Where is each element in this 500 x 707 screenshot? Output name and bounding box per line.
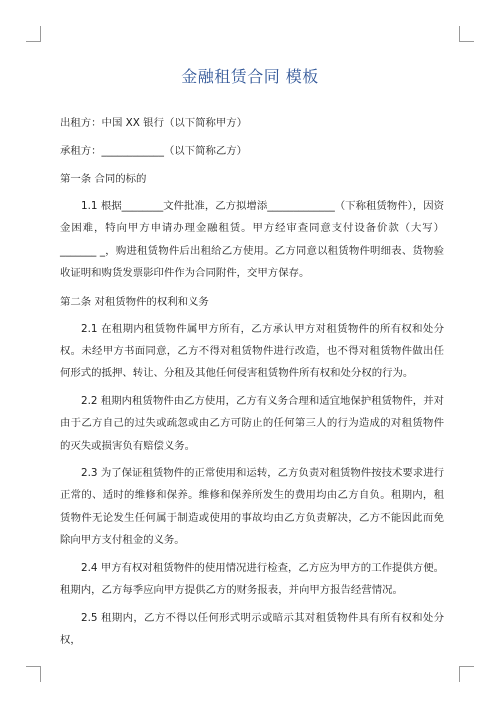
clause-2-4: 2.4 甲方有权对租赁物件的使用情况进行检查，乙方应为甲方的工作提供方便。租期内，乙方每季应向甲方提供乙方的财务报表，并向甲方报告经营情况。: [60, 561, 444, 597]
crop-mark: [40, 666, 41, 682]
crop-mark: [26, 666, 41, 667]
article-1-heading: 第一条 合同的标的: [60, 173, 147, 185]
clause-2-1: 2.1 在租期内租赁物件属甲方所有，乙方承认甲方对租赁物件的所有权和处分权。未经甲方书面同意，乙方不得对租赁物件进行改造，也不得对租赁物件做出任何形式的抵押、转让、分租及其他任何侵害租赁物件所有权和处分权的行为。: [60, 322, 444, 380]
crop-mark: [459, 41, 474, 42]
clause-2-3: 2.3 为了保证租赁物件的正常使用和运转，乙方负责对租赁物件按技术要求进行正常的、适时的维修和保养。维修和保养所发生的费用均由乙方自负。租期内，租赁物件无论发生任何属于制造或使用的事故均由乙方负责解决，乙方不能因此而免除向甲方支付租金的义务。: [60, 467, 444, 547]
clause-2-5: 2.5 租期内，乙方不得以任何形式明示或暗示其对租赁物件具有所有权和处分权，: [60, 611, 444, 646]
crop-mark: [459, 666, 460, 682]
crop-mark: [459, 26, 460, 42]
article-2-heading: 第二条 对租赁物件的权利和义务: [60, 295, 209, 308]
clause-2-2: 2.2 租期内租赁物件由乙方使用，乙方有义务合理和适宜地保护租赁物件，并对由于乙方自己的过失或疏忽或由乙方可防止的任何第三人的行为造成的对租赁物件的灭失或损害负有赔偿义务。: [60, 394, 444, 452]
lessor-line: 出租方：中国 XX 银行（以下简称甲方）: [60, 117, 248, 129]
crop-mark: [40, 26, 41, 42]
crop-mark: [26, 41, 41, 42]
crop-mark: [459, 666, 474, 667]
lessee-line: 承租方：____________（以下简称乙方）: [60, 145, 248, 157]
document-body: [60, 112, 444, 651]
clause-1-1: 1.1 根据________文件批准，乙方拟增添_____________（下称租赁物件），因资金困难，特向甲方申请办理金融租赁。甲方经审查同意支付设备价款（大写）_______ _，购进租赁物件后出租给乙方使用。乙方同意以租赁物件明细表、货物验收证明和购货发票影印件作为合同附件，交甲方保存。: [60, 200, 444, 280]
document-title: 金融租赁合同 模板: [181, 67, 319, 86]
